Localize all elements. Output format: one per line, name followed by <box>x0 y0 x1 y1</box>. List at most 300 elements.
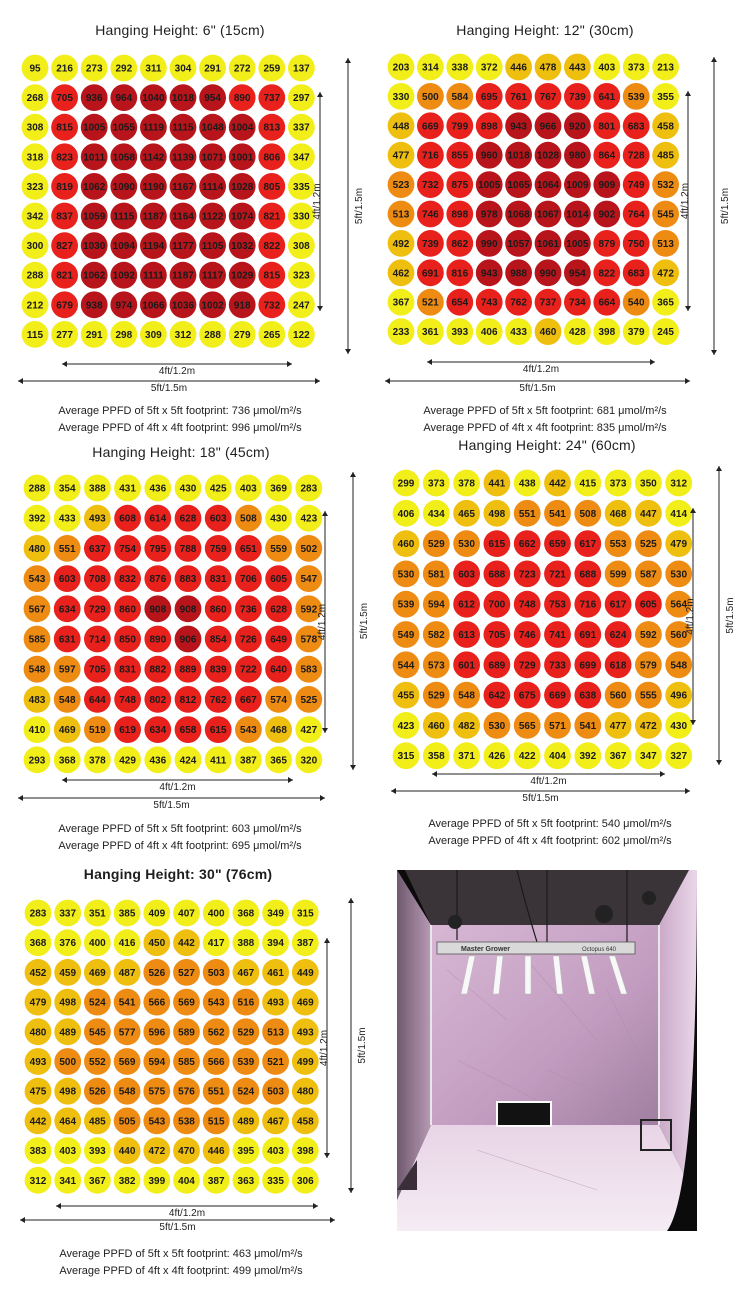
ppfd-cell-value: 529 <box>427 539 445 551</box>
ppfd-cell-value: 920 <box>569 121 586 133</box>
ppfd-cell-value: 513 <box>657 238 674 250</box>
ppfd-cell-value: 428 <box>569 327 586 339</box>
ppfd-cell-value: 273 <box>85 63 103 75</box>
dimension-outer-label: 5ft/1.5m <box>153 800 190 811</box>
ppfd-cell-value: 540 <box>627 297 645 309</box>
ppfd-cell-value: 1111 <box>143 270 164 282</box>
ppfd-cell-value: 964 <box>115 93 133 105</box>
ppfd-cell-value: 447 <box>640 508 657 520</box>
ppfd-cell-value: 482 <box>458 720 475 732</box>
dimension-outer-label: 5ft/1.5m <box>522 793 559 804</box>
ppfd-cell-value: 708 <box>89 574 106 586</box>
ppfd-cell-value: 288 <box>204 329 221 341</box>
ppfd-cell-value: 541 <box>549 508 566 520</box>
ppfd-cell-value: 1005 <box>83 122 106 134</box>
ppfd-cell-value: 1057 <box>507 238 530 250</box>
ppfd-cell-value: 741 <box>549 630 566 641</box>
ppfd-cell-value: 1061 <box>536 238 560 250</box>
ppfd-cell-value: 467 <box>237 967 255 979</box>
ppfd-cell-value: 417 <box>207 938 225 950</box>
ppfd-cell-value: 879 <box>598 238 616 250</box>
ppfd-cell-value: 440 <box>118 1146 136 1158</box>
avg-4ft-6in: Average PPFD of 4ft x 4ft footprint: 996 μmol/m²/s <box>58 422 302 434</box>
ppfd-cell-value: 1115 <box>113 211 135 223</box>
ppfd-cell-value: 350 <box>640 478 657 490</box>
ppfd-cell-value: 498 <box>488 508 506 520</box>
ppfd-cell-value: 736 <box>240 604 257 616</box>
ppfd-cell-value: 291 <box>204 63 221 75</box>
ppfd-cell-value: 938 <box>85 300 103 312</box>
ppfd-cell-value: 403 <box>267 1146 284 1158</box>
ppfd-cell-value: 213 <box>657 62 674 74</box>
ppfd-cell-value: 597 <box>58 664 76 676</box>
ppfd-cell-value: 683 <box>627 268 645 280</box>
ppfd-cell-value: 739 <box>422 238 439 250</box>
ppfd-cell-value: 1090 <box>112 181 135 193</box>
ppfd-cell-value: 399 <box>148 1175 166 1187</box>
ppfd-cell-value: 728 <box>627 150 645 162</box>
ppfd-cell-value: 212 <box>26 300 44 312</box>
ppfd-cell-value: 472 <box>148 1146 166 1158</box>
dimension-side-inner-label: 4ft/1.2m <box>319 1029 330 1067</box>
ppfd-cell-value: 395 <box>237 1146 255 1158</box>
light-model-label: Octopus 640 <box>582 947 617 953</box>
ppfd-cell-value: 1064 <box>536 180 560 192</box>
dimension-outer-label: 5ft/1.5m <box>519 383 556 394</box>
ppfd-cell-value: 722 <box>240 664 257 676</box>
dimension-inner-label: 4ft/1.2m <box>522 364 560 375</box>
dimension-outer-label: 5ft/1.5m <box>150 383 188 394</box>
ppfd-cell-value: 404 <box>549 751 566 763</box>
ppfd-cell-value: 376 <box>59 938 77 950</box>
ppfd-cell-value: 406 <box>397 508 415 520</box>
ppfd-cell-value: 726 <box>240 634 257 646</box>
ppfd-cell-value: 436 <box>149 755 167 767</box>
ppfd-cell-value: 338 <box>451 62 469 74</box>
ppfd-cell-value: 137 <box>293 63 310 75</box>
ppfd-cell-value: 283 <box>300 483 318 495</box>
ppfd-cell-value: 464 <box>59 1116 77 1128</box>
ppfd-cell-value: 1122 <box>201 211 224 223</box>
ppfd-cell-value: 714 <box>89 634 106 646</box>
ppfd-cell-value: 539 <box>627 91 645 103</box>
ppfd-cell-value: 479 <box>29 997 47 1009</box>
ppfd-cell-value: 387 <box>240 755 257 767</box>
ppfd-cell-value: 430 <box>670 720 688 732</box>
ppfd-cell-value: 837 <box>56 211 73 223</box>
ppfd-cell-value: 477 <box>392 150 410 162</box>
ppfd-cell-value: 368 <box>58 755 76 767</box>
ppfd-cell-value: 705 <box>89 664 106 676</box>
ppfd-cell-value: 1055 <box>112 122 135 134</box>
ppfd-cell-value: 367 <box>609 751 627 763</box>
ppfd-cell-value: 862 <box>451 238 469 250</box>
ppfd-cell-value: 551 <box>207 1086 225 1098</box>
ppfd-cell-value: 335 <box>267 1175 284 1187</box>
ppfd-cell-value: 1066 <box>142 300 165 312</box>
ppfd-cell-value: 831 <box>119 664 136 676</box>
ppfd-cell-value: 641 <box>598 91 616 103</box>
ppfd-cell-value: 819 <box>56 181 73 193</box>
ppfd-cell-value: 469 <box>58 725 76 737</box>
ppfd-cell-value: 288 <box>26 270 44 282</box>
ppfd-cell-value: 889 <box>179 664 197 676</box>
ppfd-cell-value: 788 <box>179 543 197 555</box>
ppfd-cell-value: 323 <box>293 270 310 282</box>
panel-title-12in: Hanging Height: 12" (30cm) <box>456 22 634 38</box>
ppfd-cell-value: 393 <box>451 327 469 339</box>
ppfd-cell-value: 449 <box>296 967 314 979</box>
ppfd-cell-value: 233 <box>392 327 410 339</box>
ppfd-cell-value: 978 <box>480 209 498 221</box>
ppfd-cell-value: 762 <box>209 694 227 706</box>
ppfd-cell-value: 548 <box>670 660 688 672</box>
ppfd-cell-value: 349 <box>267 908 284 920</box>
ppfd-cell-value: 330 <box>293 211 310 223</box>
ppfd-cell-value: 1065 <box>507 180 530 192</box>
dimension-side-outer-label: 5ft/1.5m <box>725 597 736 634</box>
ppfd-cell-value: 430 <box>179 483 197 495</box>
ppfd-cell-value: 883 <box>179 574 197 586</box>
ppfd-cell-value: 472 <box>657 268 674 280</box>
ppfd-cell-value: 465 <box>458 508 475 520</box>
ppfd-cell-value: 739 <box>569 91 586 103</box>
ppfd-cell-value: 806 <box>263 152 281 164</box>
ppfd-cell-value: 1059 <box>83 211 106 223</box>
ppfd-cell-value: 988 <box>510 268 527 280</box>
ppfd-cell-value: 361 <box>422 327 439 339</box>
ppfd-cell-value: 459 <box>59 967 77 979</box>
ppfd-cell-value: 1164 <box>172 211 194 223</box>
ppfd-cell-value: 416 <box>118 938 136 950</box>
ppfd-cell-value: 365 <box>270 755 287 767</box>
ppfd-cell-value: 430 <box>270 513 287 525</box>
ppfd-cell-value: 617 <box>579 539 597 551</box>
ppfd-cell-value: 560 <box>609 690 627 702</box>
ppfd-cell-value: 669 <box>422 121 439 133</box>
ppfd-cell-value: 425 <box>209 483 227 495</box>
ppfd-cell-value: 388 <box>89 483 106 495</box>
ppfd-cell-value: 368 <box>237 908 255 920</box>
ppfd-cell-value: 716 <box>579 599 597 611</box>
ppfd-cell-value: 382 <box>118 1175 136 1187</box>
ppfd-cell-value: 527 <box>178 967 195 979</box>
ppfd-cell-value: 624 <box>609 630 627 641</box>
ppfd-cell-value: 805 <box>263 181 281 193</box>
ppfd-cell-value: 689 <box>488 660 506 672</box>
ppfd-cell-value: 640 <box>270 664 287 676</box>
ppfd-cell-value: 1048 <box>201 122 224 134</box>
ppfd-cell-value: 569 <box>118 1057 136 1068</box>
ppfd-cell-value: 468 <box>609 508 627 520</box>
ppfd-cell-value: 543 <box>240 725 257 737</box>
avg-4ft-30in: Average PPFD of 4ft x 4ft footprint: 499 μmol/m²/s <box>59 1265 303 1277</box>
ppfd-cell-value: 347 <box>293 152 310 164</box>
ppfd-cell-value: 422 <box>518 751 536 763</box>
ppfd-cell-value: 318 <box>26 152 44 164</box>
ppfd-cell-value: 530 <box>397 569 415 581</box>
ppfd-cell-value: 691 <box>579 630 597 641</box>
ppfd-cell-value: 312 <box>670 478 688 490</box>
ppfd-cell-value: 460 <box>539 327 557 339</box>
ppfd-cell-value: 548 <box>118 1086 136 1098</box>
ppfd-cell-value: 409 <box>148 908 166 920</box>
ppfd-cell-value: 1119 <box>142 122 164 134</box>
ppfd-cell-value: 613 <box>458 630 475 641</box>
ppfd-cell-value: 545 <box>657 209 674 221</box>
ppfd-cell-value: 469 <box>296 997 314 1009</box>
panel-title-30in: Hanging Height: 30" (76cm) <box>83 866 273 882</box>
ppfd-cell-value: 1011 <box>83 152 106 164</box>
ppfd-cell-value: 1071 <box>201 152 224 164</box>
ppfd-cell-value: 548 <box>28 664 46 676</box>
ppfd-cell-value: 577 <box>118 1027 136 1039</box>
ppfd-cell-value: 358 <box>427 751 445 763</box>
ppfd-cell-value: 498 <box>59 997 77 1009</box>
ppfd-cell-value: 475 <box>29 1086 47 1098</box>
ppfd-cell-value: 746 <box>518 630 536 641</box>
panel-title-18in: Hanging Height: 18" (45cm) <box>92 444 270 460</box>
ppfd-cell-value: 1194 <box>142 241 165 253</box>
ppfd-cell-value: 524 <box>89 997 106 1009</box>
ppfd-cell-value: 455 <box>397 690 415 702</box>
avg-5ft-6in: Average PPFD of 5ft x 5ft footprint: 736 μmol/m²/s <box>58 405 302 417</box>
ppfd-cell-value: 337 <box>59 908 77 920</box>
ppfd-cell-value: 259 <box>263 63 281 75</box>
ppfd-cell-value: 404 <box>178 1175 195 1187</box>
ppfd-cell-value: 854 <box>209 634 227 646</box>
ppfd-cell-value: 436 <box>149 483 167 495</box>
ppfd-cell-value: 1009 <box>566 180 589 192</box>
ppfd-cell-value: 581 <box>427 569 445 581</box>
ppfd-cell-value: 521 <box>422 297 439 309</box>
ppfd-cell-value: 337 <box>293 122 310 134</box>
ppfd-cell-value: 553 <box>609 539 627 551</box>
ppfd-cell-value: 603 <box>209 513 227 525</box>
ppfd-cell-value: 330 <box>392 91 410 103</box>
ppfd-cell-value: 1062 <box>83 181 106 193</box>
ppfd-cell-value: 733 <box>549 660 566 672</box>
ppfd-cell-value: 493 <box>29 1057 47 1068</box>
ppfd-cell-value: 601 <box>458 660 475 672</box>
ppfd-cell-value: 216 <box>56 63 73 75</box>
ppfd-cell-value: 642 <box>488 690 506 702</box>
ppfd-cell-value: 683 <box>627 121 645 133</box>
ppfd-cell-value: 472 <box>640 720 657 732</box>
ppfd-cell-value: 304 <box>174 63 192 75</box>
ppfd-cell-value: 351 <box>89 908 106 920</box>
ppfd-cell-value: 573 <box>427 660 445 672</box>
ppfd-cell-value: 589 <box>178 1027 195 1039</box>
ppfd-cell-value: 298 <box>115 329 133 341</box>
ppfd-cell-value: 461 <box>267 967 284 979</box>
ppfd-cell-value: 662 <box>518 539 536 551</box>
avg-5ft-18in: Average PPFD of 5ft x 5ft footprint: 603 μmol/m²/s <box>58 823 302 835</box>
ppfd-cell-value: 571 <box>549 720 566 732</box>
ppfd-cell-value: 679 <box>56 300 73 312</box>
ppfd-cell-value: 564 <box>670 599 688 611</box>
dimension-side-inner-label: 4ft/1.2m <box>680 182 691 220</box>
ppfd-cell-value: 576 <box>178 1086 195 1098</box>
ppfd-cell-value: 543 <box>148 1116 166 1128</box>
ppfd-cell-value: 327 <box>670 751 688 763</box>
ppfd-cell-value: 400 <box>207 908 225 920</box>
ppfd-cell-value: 813 <box>263 122 281 134</box>
ppfd-cell-value: 526 <box>148 967 166 979</box>
ppfd-cell-value: 1032 <box>231 241 254 253</box>
ppfd-cell-value: 1001 <box>231 152 254 164</box>
ppfd-cell-value: 355 <box>657 91 674 103</box>
ppfd-cell-value: 379 <box>627 327 645 339</box>
ppfd-cell-value: 1067 <box>536 209 560 221</box>
ppfd-cell-value: 664 <box>598 297 616 309</box>
ppfd-cell-value: 585 <box>178 1057 195 1068</box>
ppfd-cell-value: 832 <box>119 574 136 586</box>
ppfd-cell-value: 898 <box>480 121 498 133</box>
ppfd-cell-value: 547 <box>300 574 318 586</box>
ppfd-cell-value: 320 <box>300 755 318 767</box>
ppfd-cell-value: 644 <box>89 694 106 706</box>
ppfd-cell-value: 628 <box>270 604 287 616</box>
ppfd-cell-value: 293 <box>28 755 46 767</box>
ppfd-cell-value: 582 <box>427 630 445 641</box>
ppfd-cell-value: 424 <box>179 755 197 767</box>
ppfd-cell-value: 423 <box>300 513 318 525</box>
ppfd-cell-value: 292 <box>115 63 133 75</box>
ppfd-cell-value: 549 <box>397 630 415 641</box>
dimension-inner-label: 4ft/1.2m <box>530 776 567 787</box>
ppfd-cell-value: 691 <box>422 268 439 280</box>
ppfd-cell-value: 529 <box>237 1027 255 1039</box>
ppfd-cell-value: 1117 <box>202 270 224 282</box>
dimension-side-inner-label: 4ft/1.2m <box>317 603 328 641</box>
ppfd-cell-value: 906 <box>179 634 197 646</box>
ppfd-cell-value: 115 <box>26 329 44 341</box>
ppfd-cell-value: 483 <box>28 694 46 706</box>
ppfd-cell-value: 748 <box>518 599 536 611</box>
ppfd-cell-value: 1029 <box>231 270 254 282</box>
ppfd-cell-value: 637 <box>89 543 106 555</box>
ppfd-cell-value: 541 <box>579 720 597 732</box>
ppfd-cell-value: 524 <box>237 1086 255 1098</box>
ppfd-cell-value: 438 <box>518 478 536 490</box>
ppfd-cell-value: 544 <box>397 660 415 672</box>
ppfd-cell-value: 538 <box>178 1116 195 1128</box>
ppfd-cell-value: 446 <box>207 1146 225 1158</box>
ppfd-cell-value: 974 <box>115 300 133 312</box>
ppfd-cell-value: 315 <box>397 751 415 763</box>
ppfd-cell-value: 1030 <box>83 241 106 253</box>
ppfd-cell-value: 513 <box>267 1027 284 1039</box>
ppfd-cell-value: 860 <box>119 604 136 616</box>
ppfd-cell-value: 559 <box>270 543 287 555</box>
ppfd-cell-value: 705 <box>56 93 73 105</box>
ppfd-cell-value: 631 <box>58 634 76 646</box>
ppfd-cell-value: 675 <box>518 690 536 702</box>
ppfd-cell-value: 551 <box>518 508 536 520</box>
ppfd-cell-value: 526 <box>89 1086 106 1098</box>
ppfd-cell-value: 615 <box>209 725 227 737</box>
ppfd-cell-value: 378 <box>89 755 106 767</box>
ppfd-cell-value: 688 <box>579 569 597 581</box>
ppfd-cell-value: 651 <box>240 543 257 555</box>
ppfd-cell-value: 423 <box>397 720 415 732</box>
ppfd-cell-value: 737 <box>539 297 557 309</box>
ppfd-cell-value: 729 <box>518 660 536 672</box>
ppfd-cell-value: 574 <box>270 694 287 706</box>
ppfd-cell-value: 585 <box>28 634 46 646</box>
ppfd-cell-value: 530 <box>488 720 506 732</box>
ppfd-cell-value: 503 <box>267 1086 284 1098</box>
ppfd-cell-value: 448 <box>392 121 410 133</box>
ppfd-cell-value: 283 <box>29 908 47 920</box>
ppfd-cell-value: 513 <box>392 209 410 221</box>
ppfd-cell-value: 594 <box>427 599 445 611</box>
dimension-side-outer-label: 5ft/1.5m <box>720 187 731 225</box>
ppfd-cell-value: 850 <box>119 634 136 646</box>
ppfd-cell-value: 732 <box>422 180 439 192</box>
ppfd-cell-value: 1062 <box>83 270 106 282</box>
ppfd-cell-value: 1190 <box>142 181 165 193</box>
ppfd-cell-value: 341 <box>59 1175 77 1187</box>
ppfd-cell-value: 603 <box>58 574 76 586</box>
ppfd-cell-value: 815 <box>263 270 281 282</box>
ppfd-cell-value: 1028 <box>536 150 560 162</box>
ppfd-cell-value: 372 <box>480 62 498 74</box>
ppfd-cell-value: 462 <box>392 268 410 280</box>
ppfd-cell-value: 654 <box>451 297 469 309</box>
ppfd-cell-value: 815 <box>56 122 73 134</box>
ppfd-cell-value: 1014 <box>566 209 589 221</box>
light-brand-label: Master Grower <box>461 946 511 953</box>
ppfd-cell-value: 388 <box>237 938 255 950</box>
ppfd-cell-value: 579 <box>640 660 657 672</box>
ppfd-cell-value: 943 <box>510 121 527 133</box>
ppfd-cell-value: 596 <box>148 1027 166 1039</box>
ppfd-cell-value: 732 <box>263 300 281 312</box>
ppfd-cell-value: 729 <box>89 604 106 616</box>
ppfd-cell-value: 737 <box>263 93 281 105</box>
ppfd-cell-value: 608 <box>119 513 136 525</box>
ppfd-cell-value: 291 <box>85 329 103 341</box>
ppfd-cell-value: 618 <box>609 660 627 672</box>
panel-title-24in: Hanging Height: 24" (60cm) <box>458 437 636 453</box>
ppfd-cell-value: 634 <box>58 604 76 616</box>
ppfd-cell-value: 567 <box>28 604 46 616</box>
dimension-side-outer-label: 5ft/1.5m <box>357 1027 368 1064</box>
ppfd-cell-value: 499 <box>296 1057 314 1068</box>
ppfd-cell-value: 750 <box>627 238 645 250</box>
ppfd-cell-value: 599 <box>609 569 627 581</box>
ppfd-cell-value: 767 <box>539 91 557 103</box>
ppfd-cell-value: 1005 <box>566 238 589 250</box>
ppfd-cell-value: 716 <box>422 150 439 162</box>
ppfd-cell-value: 541 <box>118 997 136 1009</box>
grow-tent-illustration <box>397 870 697 1231</box>
ppfd-cell-value: 479 <box>670 539 688 551</box>
ppfd-cell-value: 1074 <box>231 211 254 223</box>
ppfd-cell-value: 516 <box>237 997 255 1009</box>
ppfd-cell-value: 552 <box>89 1057 106 1068</box>
ppfd-cell-value: 277 <box>56 329 73 341</box>
dimension-side-inner-label: 4ft/1.2m <box>312 183 323 220</box>
ppfd-cell-value: 519 <box>89 725 106 737</box>
ppfd-cell-value: 890 <box>149 634 167 646</box>
ppfd-cell-value: 560 <box>670 630 688 641</box>
ppfd-cell-value: 603 <box>458 569 475 581</box>
ppfd-cell-value: 312 <box>174 329 192 341</box>
ppfd-cell-value: 1004 <box>231 122 254 134</box>
